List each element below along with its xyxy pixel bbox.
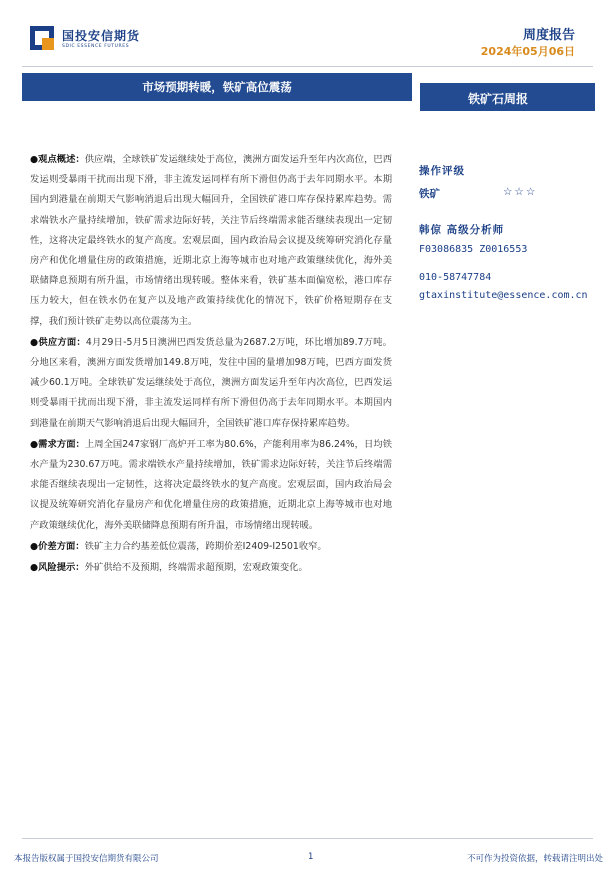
logo-text-cn: 国投安信期货 — [62, 29, 141, 43]
header-divider — [22, 66, 593, 67]
report-title: 市场预期转暖，铁矿高位震荡 — [142, 80, 292, 94]
report-date: 2024年05月06日 — [480, 45, 575, 58]
page-number: 1 — [308, 852, 314, 862]
paragraph-text: 供应端，全球铁矿发运继续处于高位，澳洲方面发运升至年内次高位，巴西发运则受暴雨干扰而出现下滑，非主流发运同样有所下滑但仍高于去年同期水平。本期国内到港量在前期天气影响消退后出现大幅回升，全国铁矿港口库存保持累库趋势。需求端铁水产量持续增加，铁矿需求边际好转，关注节后终端需求能否继续表现出一定韧性，这将决定最终铁水的复产高度。宏观层面，国内政治局会议提及统筹研究消化存量房产和优化增量住房的政策措施，近期北京上海等城市也对地产政策继续优化，海外美联储降息预期有所升温，市场情绪出现转暖。整体来看，铁矿基本面偏宽松，港口库存压力较大，但在铁水仍在复产以及地产政策持续优化的情况下，铁矿价格短期存在支撑，我们预计铁矿走势以高位震荡为主。 — [30, 154, 392, 327]
paragraph-text: 铁矿主力合约基差低位震荡，跨期价差I2409-I2501收窄。 — [84, 540, 327, 552]
report-type: 周度报告 — [522, 28, 575, 43]
contact-phone: 010-58747784 — [419, 272, 492, 283]
contact-email[interactable]: gtaxinstitute@essence.com.cn — [419, 290, 588, 301]
footer-copyright: 本报告版权属于国投安信期货有限公司 — [14, 854, 159, 864]
paragraph-text: 上周全国247家钢厂高炉开工率为80.6%，产能利用率为86.24%，日均铁水产量为230.67万吨。需求端铁水产量持续增加，铁矿需求边际好转，关注节后终端需求能否继续表现出一定韧性，这将决定最终铁水的复产高度。宏观层面，国内政治局会议提及统筹研究消化存量房产和优化增量住房的政策措施，近期北京上海等城市也对地产政策继续优化，海外美联储降息预期有所升温，市场情绪出现转暖。 — [30, 438, 392, 531]
report-category: 铁矿石周报 — [468, 92, 529, 106]
paragraph-lead: ●观点概述： — [30, 154, 85, 165]
paragraph-risk — [30, 558, 392, 578]
paragraph-supply — [30, 333, 392, 434]
rating-stars-icon: ☆☆☆ — [503, 186, 538, 198]
sidebar — [419, 163, 609, 301]
footer-divider — [22, 838, 593, 839]
logo-icon — [30, 26, 54, 50]
rating-title: 操作评级 — [419, 165, 465, 177]
logo-text-en: SDIC ESSENCE FUTURES — [62, 44, 130, 49]
paragraph-lead: ●风险提示： — [30, 562, 85, 574]
paragraph-overview — [30, 150, 392, 332]
paragraph-text: 外矿供给不及预期，终端需求超预期，宏观政策变化。 — [84, 562, 308, 574]
paragraph-text: 4月29日-5月5日澳洲巴西发货总量为2687.2万吨，环比增加89.7万吨。分地区来看，澳洲方面发货增加149.8万吨，发往中国的量增加98万吨，巴西方面发货减少60.1万吨。全球铁矿发运继续处于高位，澳洲方面发运升至年内次高位，巴西发运则受暴雨干扰而出现下滑，非主流发运同样有所下滑但仍高于去年同期水平。本期国内到港量在前期天气影响消退后出现大幅回升，全国铁矿港口库存保持累库趋势。 — [30, 336, 392, 429]
paragraph-lead: ●价差方面： — [30, 540, 85, 552]
paragraph-lead: ●供应方面： — [30, 336, 86, 348]
rating-row — [419, 186, 609, 202]
rating-item: 铁矿 — [419, 188, 440, 200]
analyst-name: 韩倞 高级分析师 — [419, 224, 505, 236]
paragraph-spread — [30, 537, 392, 557]
main-content — [30, 150, 392, 579]
footer-disclaimer: 不可作为投资依据，转载请注明出处 — [466, 854, 603, 864]
page-header — [0, 0, 615, 70]
banner-main — [22, 73, 412, 101]
paragraph-demand — [30, 435, 392, 536]
banner-tag — [420, 83, 595, 111]
analyst-license: F03086835 Z0016553 — [419, 244, 528, 255]
paragraph-lead: ●需求方面： — [30, 438, 85, 450]
title-banner — [0, 73, 615, 115]
company-logo — [30, 26, 160, 54]
